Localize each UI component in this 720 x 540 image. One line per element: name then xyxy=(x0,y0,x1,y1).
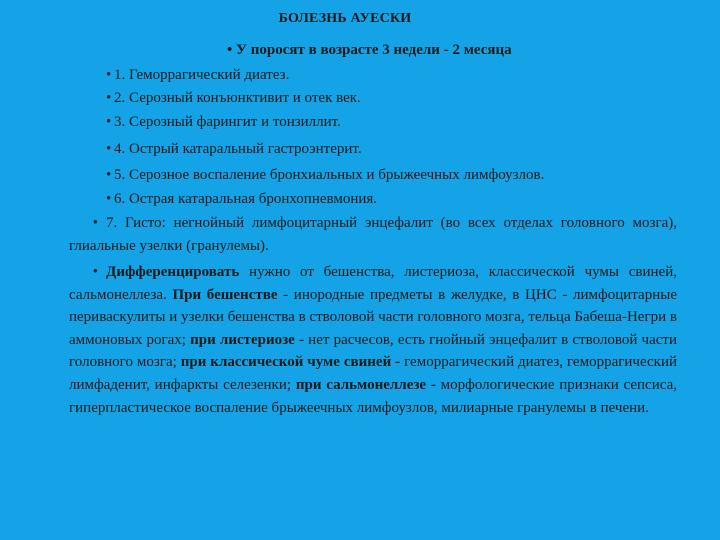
bullet-icon: • xyxy=(106,167,112,183)
list-item xyxy=(106,88,686,108)
list-item xyxy=(106,139,686,159)
list-item-text: 2. Серозный конъюнктивит и отек век. xyxy=(114,90,361,106)
list-item-text: 4. Острый катаральный гастроэнтерит. xyxy=(114,141,362,157)
bullet-icon: • xyxy=(106,114,112,130)
diff-text: нужно от бешенства, листериоза, классической чумы свиней, сальмонеллеза. xyxy=(69,264,677,303)
list-item xyxy=(106,189,686,209)
diff-lead: Дифференцировать xyxy=(106,264,240,280)
list-item xyxy=(106,112,686,132)
diff-csf-text: геморрагический диатез, геморрагический лимфаденит, инфаркты селезенки; xyxy=(69,354,677,393)
diff-rabies-text: - инородные предметы в желудке, в ЦНС - лимфоцитарные периваскулиты и узелки бешенства в стволовой части головного мозга, тельца Бабеша-Негри в аммоновых рогах; xyxy=(69,286,677,348)
bullet-icon: • xyxy=(106,67,112,83)
diff-listeriosis-label: при листериозе - xyxy=(190,331,305,348)
slide-subtitle: • У поросят в возрасте 3 недели - 2 месяца xyxy=(227,42,512,58)
list-item-text: 7. Гисто: негнойный лимфоцитарный энцефалит (во всех отделах головного мозга), глиальные узелки (гранулемы). xyxy=(69,215,677,254)
list-item xyxy=(106,65,686,85)
list-item-text: 1. Геморрагический диатез. xyxy=(114,67,290,83)
slide-title: БОЛЕЗНЬ АУЕСКИ xyxy=(278,11,412,26)
list-item-gisto xyxy=(69,212,677,257)
bullet-icon: • xyxy=(106,141,112,157)
list-item-text: 3. Серозный фарингит и тонзиллит. xyxy=(114,114,341,130)
bullet-icon: • xyxy=(92,264,98,280)
diff-listeriosis-text: нет расчесов, есть гнойный энцефалит в стволовой части головного мозга; xyxy=(69,331,677,371)
bullet-icon: • xyxy=(106,90,112,106)
list-item xyxy=(106,165,686,185)
diff-salmonellosis-text: морфологические признаки сепсиса, гиперпластическое воспаление брыжеечных лимфоузлов, милиарные гранулемы в печени. xyxy=(69,376,677,416)
bullet-icon: • xyxy=(106,191,112,207)
differential-diagnosis xyxy=(69,261,677,419)
diff-salmonellosis-label: при сальмонеллезе - xyxy=(295,376,436,393)
list-item-text: 5. Серозное воспаление бронхиальных и брыжеечных лимфоузлов. xyxy=(114,167,545,183)
list-item-text: 6. Острая катаральная бронхопневмония. xyxy=(114,191,378,207)
diff-rabies-label: При бешенстве xyxy=(172,286,278,303)
bullet-icon: • xyxy=(92,215,98,231)
diff-csf-label: при классической чуме свиней - xyxy=(180,354,401,371)
